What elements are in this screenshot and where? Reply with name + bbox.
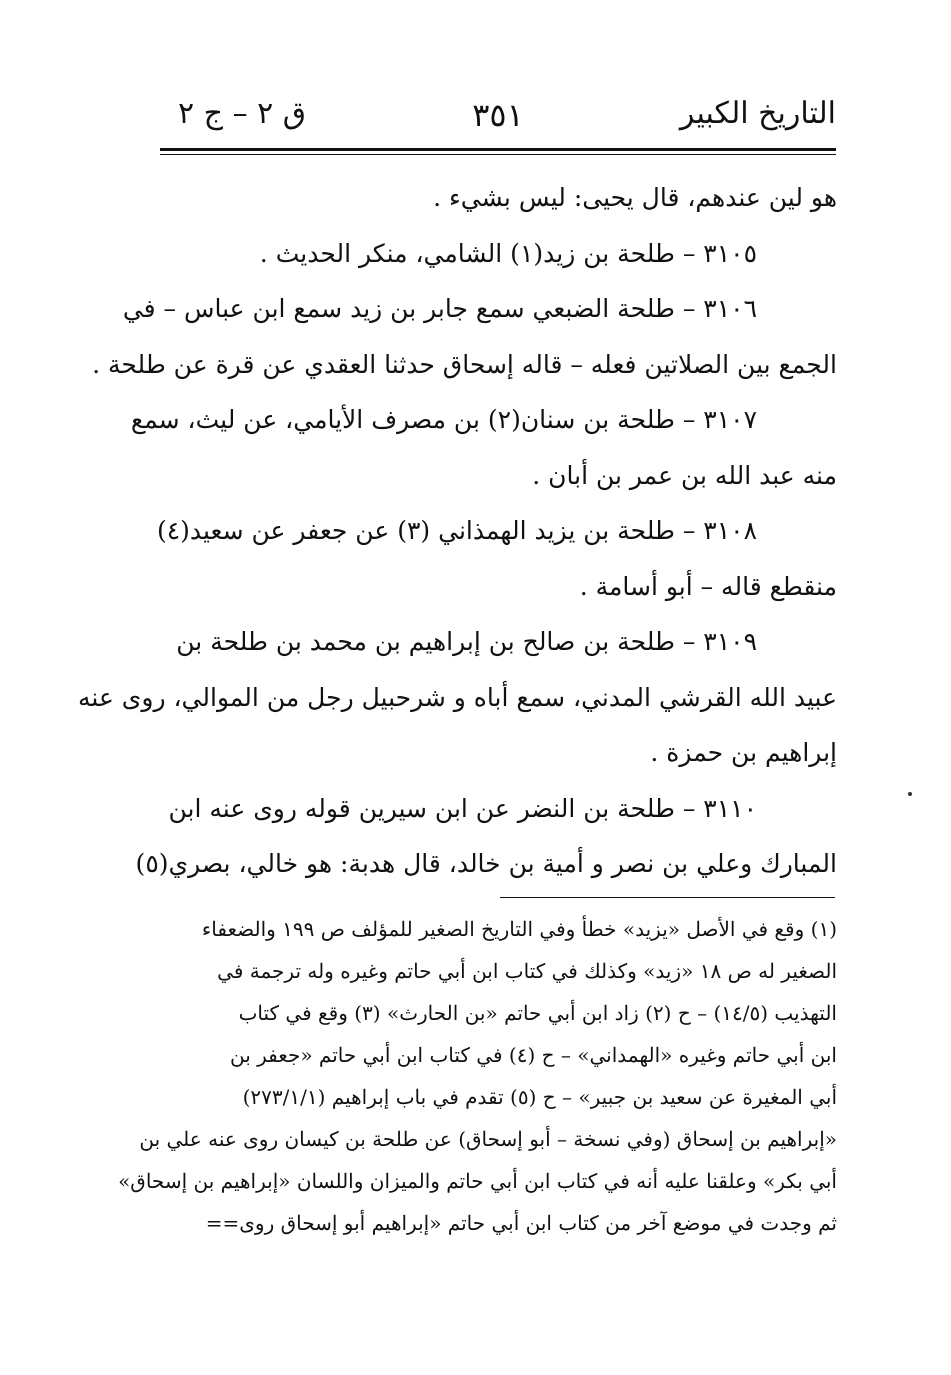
- scan-speck: [908, 792, 912, 796]
- text-line: الجمع بين الصلاتين فعله – قاله إسحاق حدثنا العقدي عن قرة عن طلحة .: [92, 349, 837, 379]
- text-line: إبراهيم بن حمزة .: [650, 738, 837, 767]
- entry-heading-line: ٣١٠٩ – طلحة بن صالح بن إبراهيم بن محمد بن طلحة بن: [176, 627, 757, 656]
- text-line: منقطع قاله – أبو أسامة .: [579, 571, 837, 601]
- text-line: هو لين عندهم، قال يحيى: ليس بشيء .: [433, 183, 837, 212]
- footnote-line: التهذيب (١٤/٥) – ح (٢) زاد ابن أبي حاتم «بن الحارث» (٣) وقع في كتاب: [238, 1001, 837, 1025]
- footnote-line: «إبراهيم بن إسحاق (وفي نسخة – أبو إسحاق) عن طلحة بن كيسان روى عنه علي بن: [139, 1127, 837, 1151]
- text-line: عبيد الله القرشي المدني، سمع أباه و شرحبيل رجل من الموالي، روى عنه: [78, 682, 837, 712]
- entry-heading-line: ٣١٠٦ – طلحة الضبعي سمع جابر بن زيد سمع ابن عباس – في: [122, 294, 757, 323]
- entry-heading-line: ٣١١٠ – طلحة بن النضر عن ابن سيرين قوله روى عنه ابن: [168, 793, 757, 823]
- footnote-line: أبي بكر» وعلقنا عليه أنه في كتاب ابن أبي حاتم والميزان واللسان «إبراهيم بن إسحاق»: [118, 1169, 837, 1193]
- footnote-line: أبي المغيرة عن سعيد بن جبير» – ح (٥) تقدم في باب إبراهيم (٢٧٣/١/١): [242, 1085, 837, 1109]
- volume-indicator: ق ٢ – ج ٢: [178, 96, 307, 131]
- main-text: [78, 170, 837, 892]
- page-number: ٣٥١: [472, 96, 524, 134]
- header-rule-thin: [160, 154, 836, 155]
- entry-heading-line: ٣١٠٨ – طلحة بن يزيد الهمذاني (٣) عن جعفر عن سعيد(٤): [156, 516, 757, 545]
- book-title: التاريخ الكبير: [679, 96, 836, 131]
- entry-heading-line: ٣١٠٥ – طلحة بن زيد(١) الشامي، منكر الحديث .: [259, 238, 757, 268]
- footnotes: [118, 908, 837, 1244]
- footnote-line: ثم وجدت في موضع آخر من كتاب ابن أبي حاتم «إبراهيم أبو إسحاق روى==: [205, 1211, 837, 1235]
- running-header: [160, 92, 836, 144]
- entry-heading-line: ٣١٠٧ – طلحة بن سنان(٢) بن مصرف الأيامي، عن ليث، سمع: [130, 405, 757, 434]
- header-rule-thick: [160, 148, 836, 151]
- footnote-line: الصغير له ص ١٨ «زيد» وكذلك في كتاب ابن أبي حاتم وغيره وله ترجمة في: [217, 959, 837, 983]
- footnote-line: (١) وقع في الأصل «يزيد» خطأ وفي التاريخ الصغير للمؤلف ص ١٩٩ والضعفاء: [201, 917, 837, 941]
- text-line: المبارك وعلي بن نصر و أمية بن خالد، قال هدبة: هو خالي، بصري(٥): [135, 849, 837, 878]
- text-line: منه عبد الله بن عمر بن أبان .: [532, 460, 837, 490]
- footnote-separator: [500, 897, 835, 898]
- footnote-line: ابن أبي حاتم وغيره «الهمداني» – ح (٤) في كتاب ابن أبي حاتم «جعفر بن: [230, 1043, 837, 1067]
